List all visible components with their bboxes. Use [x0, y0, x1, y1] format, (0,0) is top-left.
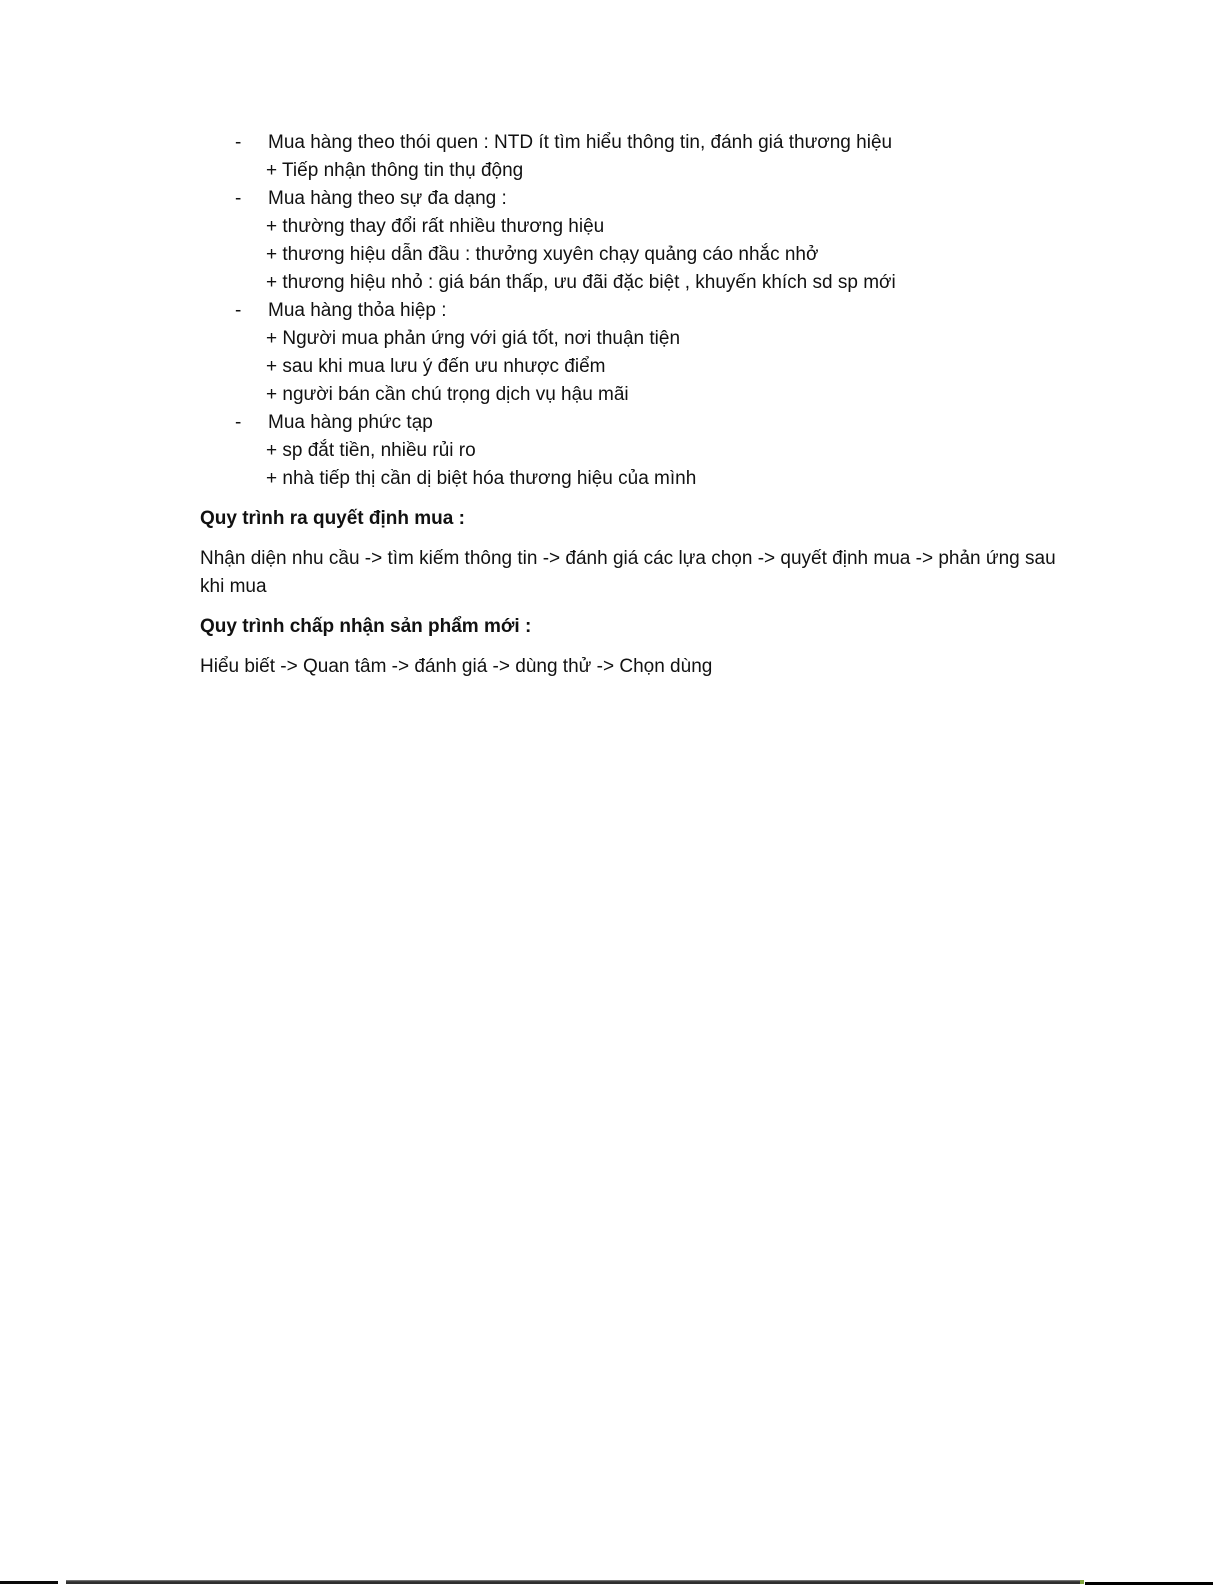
list-item [200, 185, 1100, 213]
bullet-dash: - [235, 300, 242, 321]
list-item-subline: + Người mua phản ứng với giá tốt, nơi thuận tiện [266, 328, 681, 349]
section-heading: Quy trình chấp nhận sản phẩm mới : [200, 616, 532, 637]
bullet-dash: - [235, 132, 242, 153]
paragraph-line: khi mua [200, 576, 267, 597]
list-item-subline: + sp đắt tiền, nhiều rủi ro [266, 440, 476, 461]
list-item [200, 129, 1100, 157]
list-item [200, 409, 1100, 437]
list-item-subline: + người bán cần chú trọng dịch vụ hậu mãi [266, 384, 629, 405]
bottom-edge-left-segment [0, 1581, 58, 1584]
paragraph-line: Nhận diện nhu cầu -> tìm kiếm thông tin -> đánh giá các lựa chọn -> quyết định mua -> phản ứng sau [200, 548, 1056, 569]
bullet-dash: - [235, 412, 242, 433]
list-item-title: Mua hàng thỏa hiệp : [268, 300, 447, 321]
document-content [200, 129, 1100, 681]
list-item-subline: + Tiếp nhận thông tin thụ động [266, 160, 524, 181]
list-item-subline: + thường thay đổi rất nhiều thương hiệu [266, 216, 605, 237]
list-item-title: Mua hàng theo thói quen : NTD ít tìm hiểu thông tin, đánh giá thương hiệu [268, 132, 893, 153]
bottom-edge-middle-segment [66, 1580, 1080, 1584]
list-item-subline: + thương hiệu dẫn đầu : thưởng xuyên chạy quảng cáo nhắc nhở [266, 244, 819, 265]
section-paragraph [200, 653, 1100, 681]
bullet-dash: - [235, 188, 242, 209]
list-item [200, 297, 1100, 325]
bottom-edge-accent-dot [1080, 1580, 1084, 1584]
list-item-subline: + nhà tiếp thị cần dị biệt hóa thương hiệu của mình [266, 468, 697, 489]
list-item-title: Mua hàng phức tạp [268, 412, 433, 433]
list-item-subline: + sau khi mua lưu ý đến ưu nhược điểm [266, 356, 606, 377]
list-item-title: Mua hàng theo sự đa dạng : [268, 188, 507, 209]
paragraph-line: Hiểu biết -> Quan tâm -> đánh giá -> dùng thử -> Chọn dùng [200, 656, 713, 677]
section-heading: Quy trình ra quyết định mua : [200, 508, 465, 529]
section-paragraph [200, 545, 1100, 601]
list-item-subline: + thương hiệu nhỏ : giá bán thấp, ưu đãi đặc biệt , khuyến khích sd sp mới [266, 272, 896, 293]
